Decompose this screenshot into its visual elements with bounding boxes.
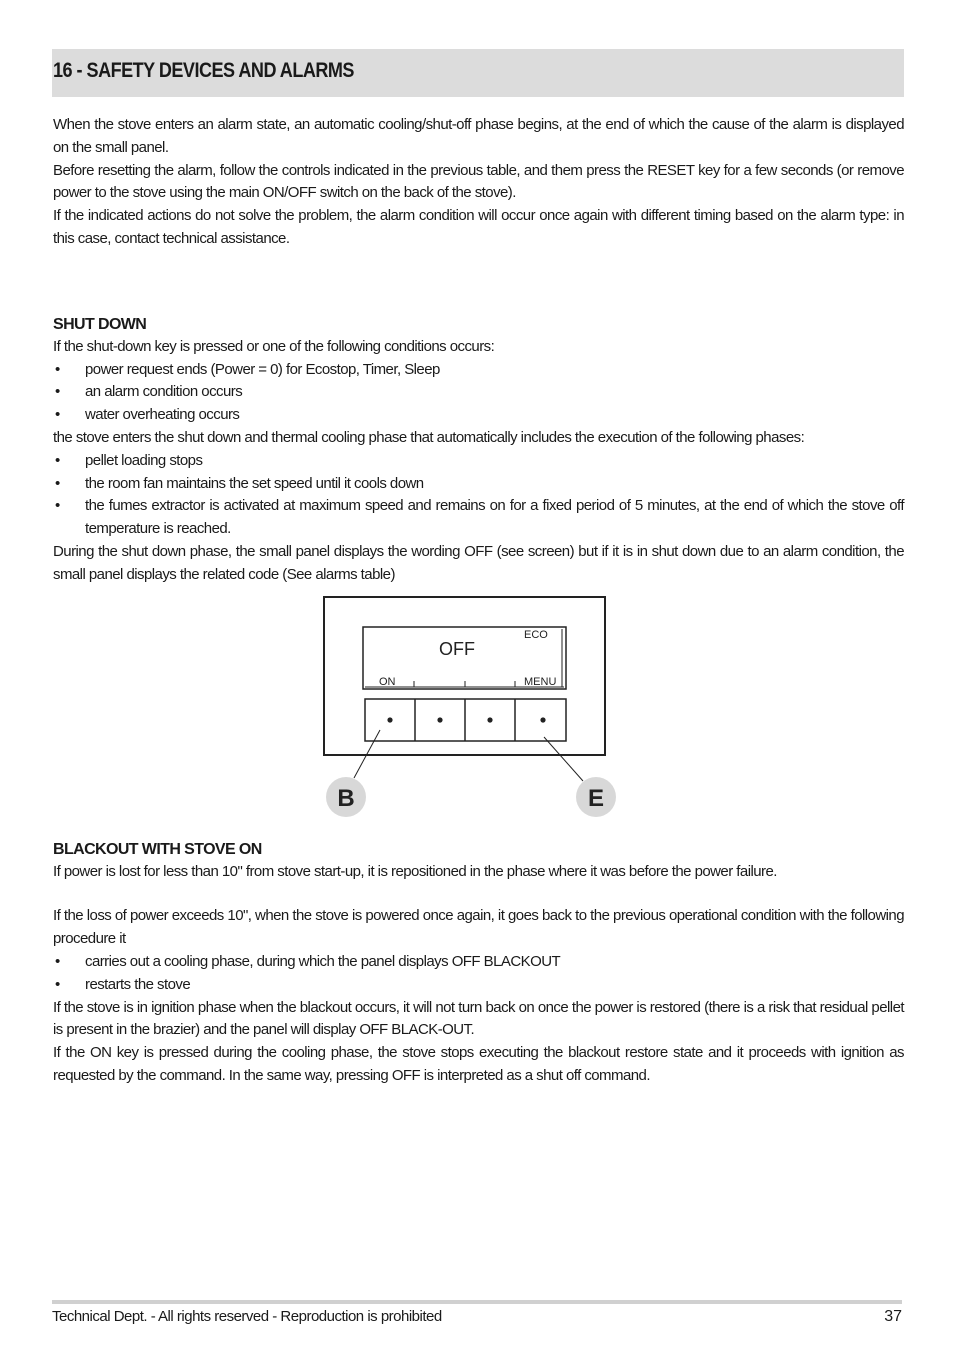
button-3 — [487, 717, 492, 722]
list-item: • an alarm condition occurs — [55, 383, 243, 401]
callout-e-label: E — [587, 784, 605, 812]
shutdown-closing: During the shut down phase, the small panel displays the wording OFF (see screen) but if it is in shut down due to an alarm condition, the small panel displays the related code (See alarms table) — [53, 542, 904, 583]
footer-rule — [52, 1300, 902, 1304]
button-on — [387, 717, 392, 722]
list-item: • carries out a cooling phase, during which the panel displays OFF BLACKOUT — [55, 952, 561, 970]
blackout-paragraph-4: If the ON key is pressed during the cooling phase, the stove stops executing the blackout restore state and it proceeds with ignition as requested by the command. In the same way, pressing OFF is interpreted as a shut off command. — [53, 1044, 904, 1084]
control-panel-diagram — [53, 587, 904, 839]
list-item: • power request ends (Power = 0) for Ecostop, Timer, Sleep — [55, 360, 440, 378]
intro-paragraph-1: When the stove enters an alarm state, an automatic cooling/shut-off phase begins, at the end of which the cause of the alarm is displayed on the small panel. — [53, 116, 904, 156]
intro-paragraph-3: If the indicated actions do not solve the problem, the alarm condition will occur once again with different timing based on the alarm type: in this case, contact technical assistance. — [53, 207, 904, 247]
section-title: 16 - SAFETY DEVICES AND ALARMS — [53, 59, 354, 82]
footer-copyright: Technical Dept. - All rights reserved - Reproduction is prohibited — [52, 1308, 442, 1325]
blackout-paragraph-1: If power is lost for less than 10" from stove start-up, it is repositioned in the phase where it was before the power failure. — [53, 862, 777, 880]
list-item: • pellet loading stops — [55, 451, 203, 469]
list-item: • the fumes extractor is activated at maximum speed and remains on for a fixed period of 5 minutes, at the end of which the stove off temperature is reached. — [55, 497, 904, 538]
shutdown-phase-lead: the stove enters the shut down and thermal cooling phase that automatically includes the execution of the following phases: — [53, 428, 805, 446]
list-item: • the room fan maintains the set speed until it cools down — [55, 474, 424, 492]
callout-b-label: B — [337, 784, 355, 812]
intro-paragraph-2: Before resetting the alarm, follow the controls indicated in the previous table, and them press the RESET key for a few seconds (or remove power to the stove using the main ON/OFF switch on the back of the stove). — [53, 161, 904, 202]
blackout-heading: BLACKOUT WITH STOVE ON — [53, 840, 262, 858]
page-number: 37 — [884, 1308, 902, 1325]
display-on-label: ON — [379, 675, 396, 688]
list-item: • water overheating occurs — [55, 406, 240, 424]
list-item: • restarts the stove — [55, 975, 191, 993]
section-header-bar — [52, 49, 904, 97]
shutdown-lead: If the shut-down key is pressed or one of the following conditions occurs: — [53, 337, 495, 355]
page-content — [53, 114, 904, 1088]
button-menu — [540, 717, 545, 722]
display-eco-label: ECO — [524, 628, 548, 641]
control-panel-figure — [53, 587, 904, 839]
shutdown-heading: SHUT DOWN — [53, 315, 147, 333]
blackout-paragraph-2: If the loss of power exceeds 10", when the stove is powered once again, it goes back to the previous operational condition with the following procedure it — [53, 907, 904, 948]
display-off-text: OFF — [439, 638, 475, 659]
blackout-paragraph-3: If the stove is in ignition phase when the blackout occurs, it will not turn back on once the power is restored (there is a risk that residual pellet is present in the brazier) and the panel will display OFF BLACK-OUT. — [53, 998, 904, 1039]
button-2 — [437, 717, 442, 722]
display-menu-label: MENU — [524, 675, 557, 688]
